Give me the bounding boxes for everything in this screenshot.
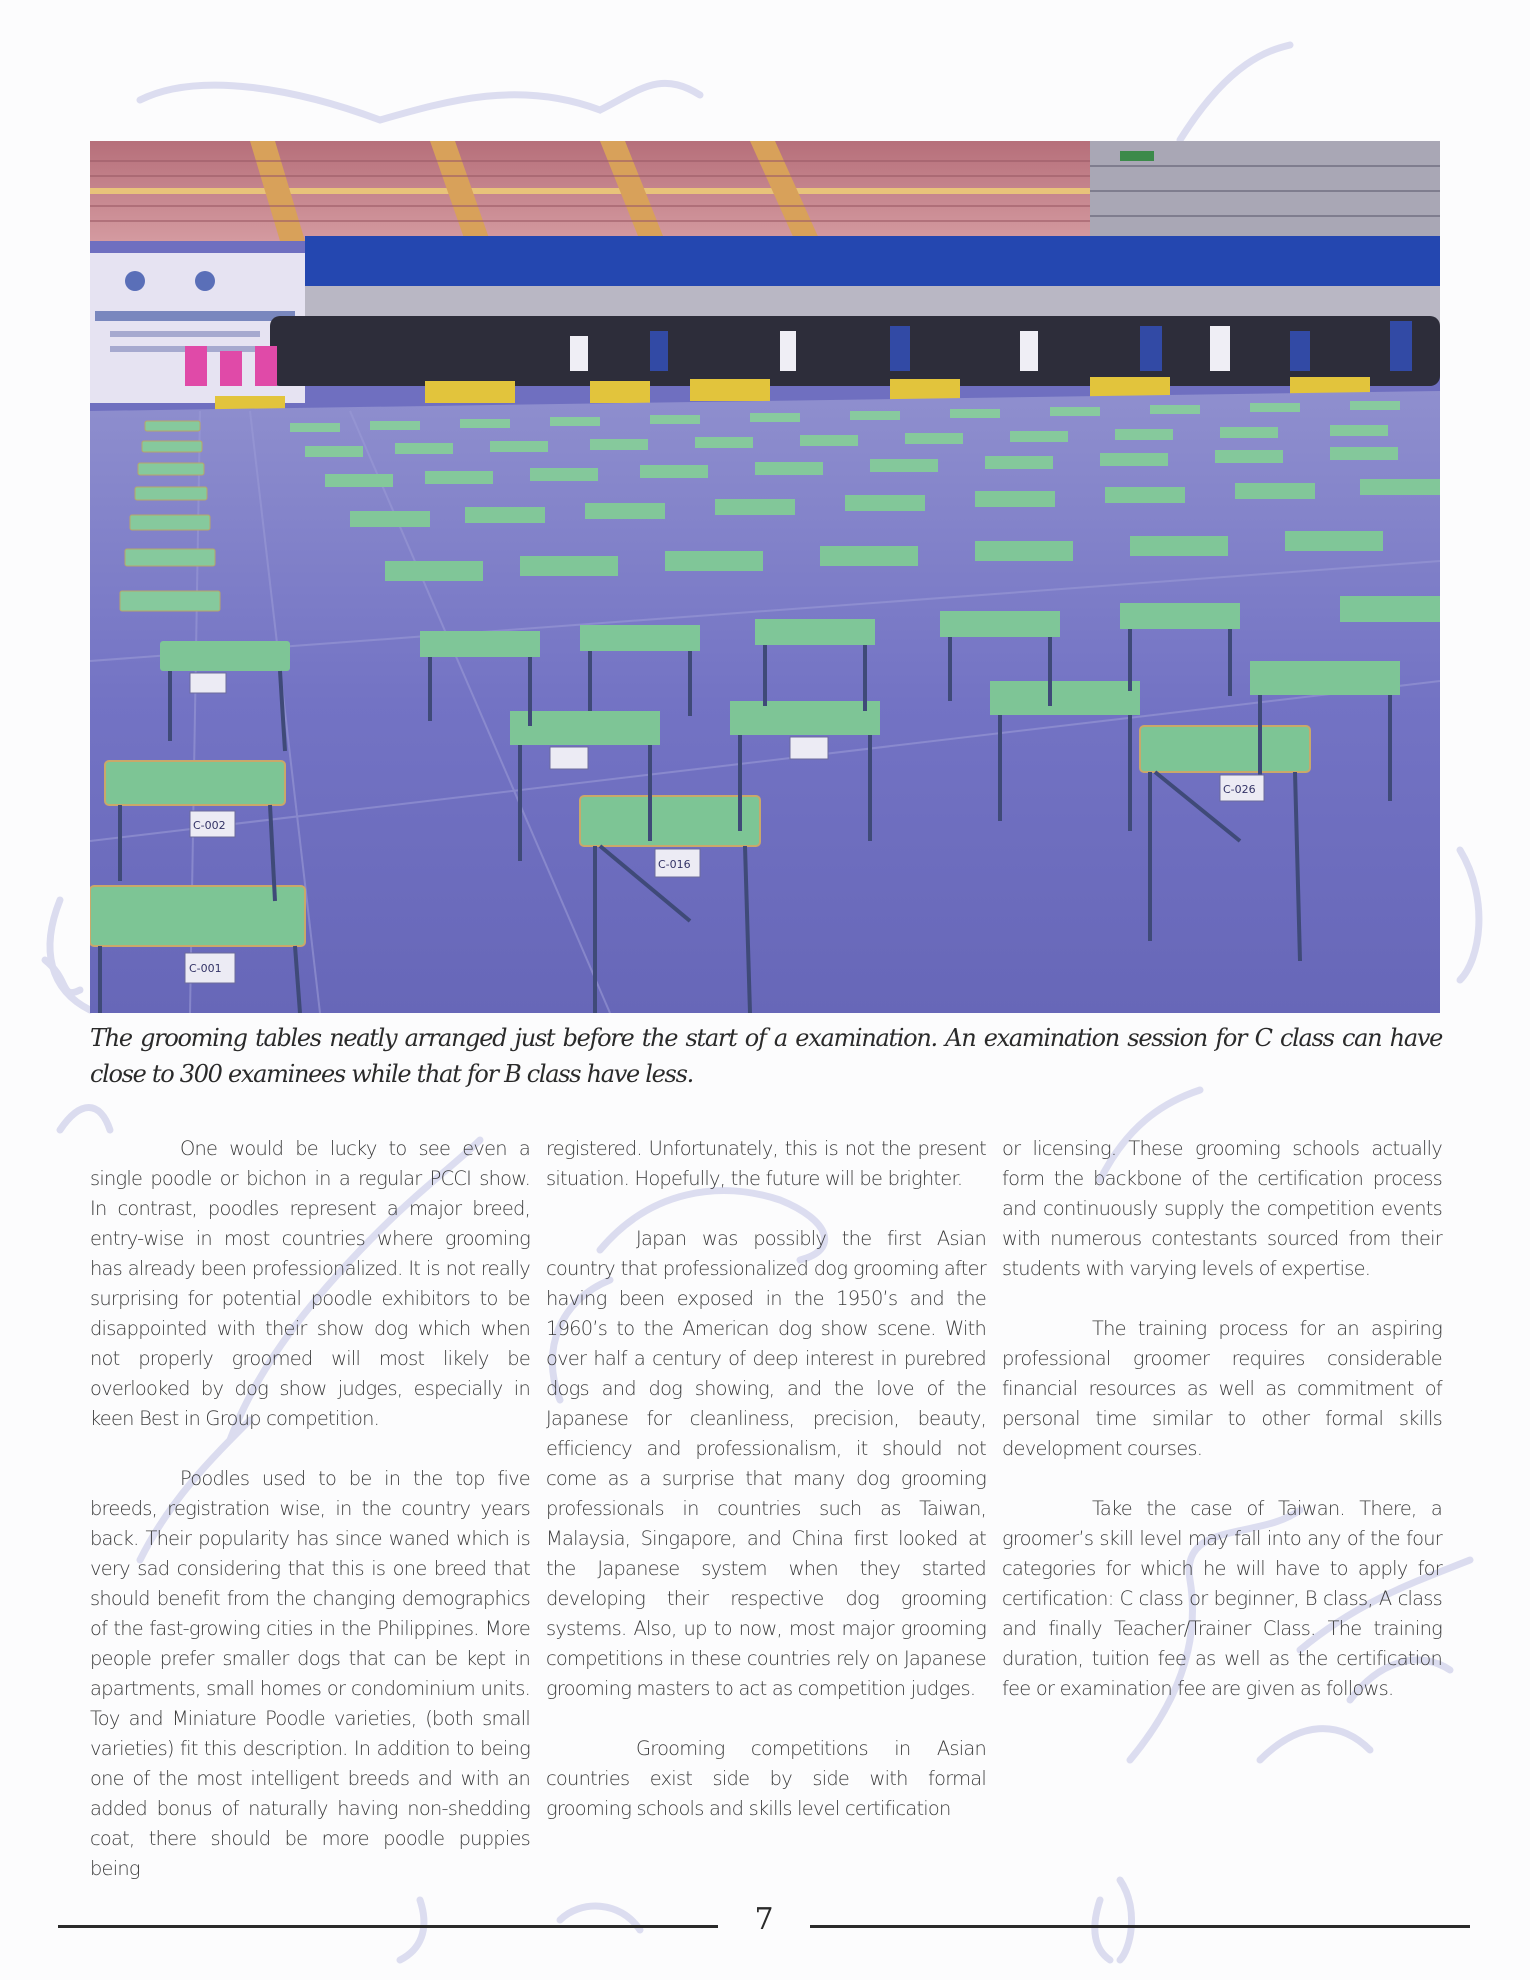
column-3 [1002,1134,1442,1914]
paragraph: Take the case of Taiwan. There, a groomer’s skill level may fall into any of the four categories for which he will have to apply for certification: C class or beginner, B class, A class and finally Teacher/Trainer Class. The training duration, tuition fee as well as the certification fee or examination fee are given as follows. [1002,1497,1442,1700]
table-label: C-001 [189,962,222,975]
paragraph: The training process for an aspiring professional groomer requires considerable financial resources as well as commitment of personal time similar to other formal skills development courses. [1002,1317,1442,1460]
paragraph: Poodles used to be in the top five breeds, registration wise, in the country years back. Their popularity has since waned which is very sad considering that this is one breed that should benefit from the changing demographics of the fast-growing cities in the Philippines. More people prefer smaller dogs that can be kept in apartments, small homes or condominium units. Toy and Miniature Poodle varieties, (both small varieties) fit this description. In addition to being one of the most intelligent breeds and with an added bonus of naturally having non-shedding coat, there should be more poodle puppies being [90,1467,530,1880]
page-footer [58,1902,1470,1940]
paragraph: One would be lucky to see even a single poodle or bichon in a regular PCCI show. In contrast, poodles represent a major breed, entry-wise in most countries where grooming has already been professionalized. It is not really surprising for potential poodle exhibitors to be disappointed with their show dog which when not properly groomed will most likely be overlooked by dog show judges, especially in keen Best in Group competition. [90,1137,530,1430]
paragraph: or licensing. These grooming schools actually form the backbone of the certification process and continuously supply the competition events with numerous contestants sourced from their students with varying levels of expertise. [1002,1137,1442,1280]
table-label: C-002 [193,819,226,832]
table-label: C-016 [658,858,691,871]
paragraph: Japan was possibly the first Asian country that professionalized dog grooming after having been exposed in the 1950’s and the 1960’s to the American dog show scene. With over half a century of deep interest in purebred dogs and dog showing, and the love of the Japanese for cleanliness, precision, beauty, efficiency and professionalism, it should not come as a surprise that many dog grooming professionals in countries such as Taiwan, Malaysia, Singapore, and China first looked at the Japanese system when they started developing their respective dog grooming systems. Also, up to now, most major grooming competitions in these countries rely on Japanese grooming masters to act as competition judges. [546,1227,986,1700]
article-body [90,1134,1442,1914]
paragraph: Grooming competitions in Asian countries exist side by side with formal grooming schools and skills level certification [546,1737,986,1820]
grooming-tables-photo [90,141,1440,1013]
page-number: 7 [754,1902,774,1937]
paragraph: registered. Unfortunately, this is not the present situation. Hopefully, the future will be brighter. [546,1137,986,1190]
photo-caption: The grooming tables neatly arranged just before the start of a examination. An examination session for C class can have close to 300 examinees while that for B class have less. [90,1024,1442,1088]
column-1 [90,1134,530,1914]
table-label: C-026 [1223,783,1256,796]
column-2 [546,1134,986,1914]
footer-rule-right [810,1925,1470,1928]
